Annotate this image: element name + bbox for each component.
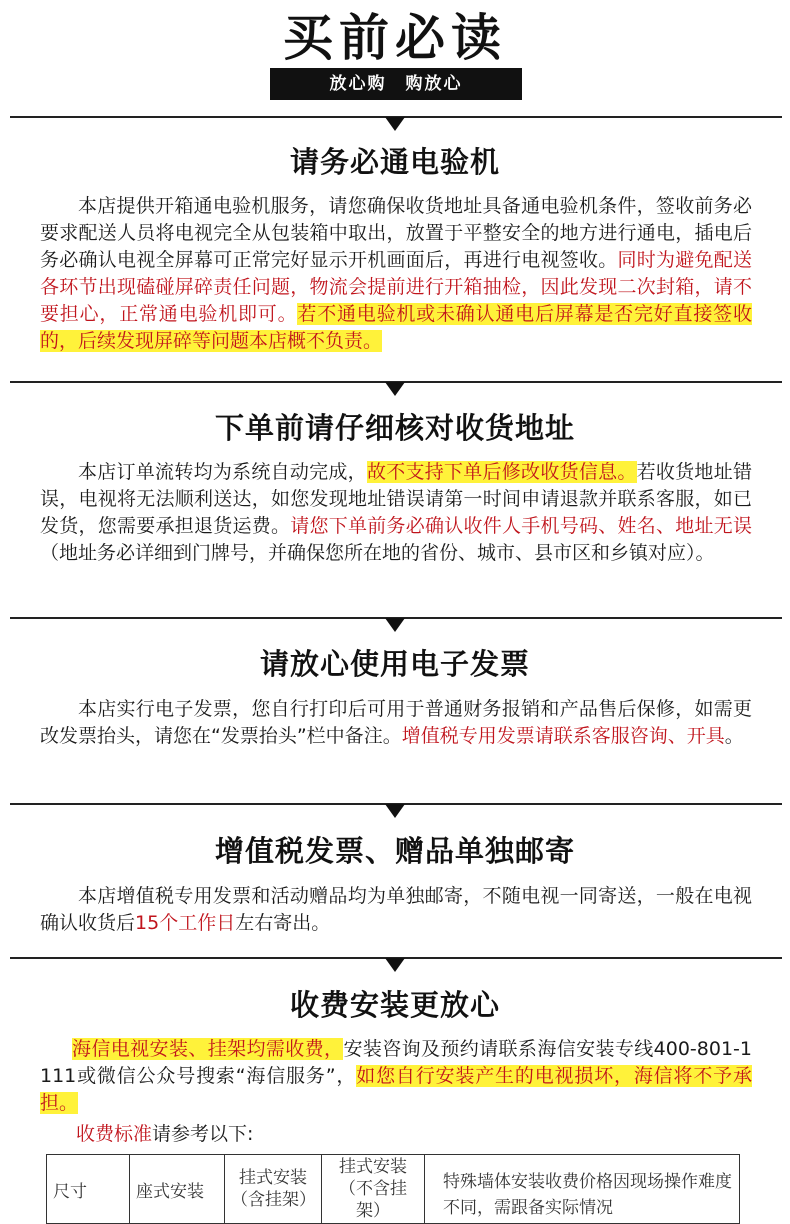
section-text-vat-mail [40,883,752,937]
page-title: 买前必读 [283,9,507,67]
section-heading-einvoice: 请放心使用电子发票 [259,647,530,681]
red-text: 请您下单前务必确认收件人手机号码、姓名、地址无误 [290,515,752,537]
slogan-banner: 放心购 购放心 [270,68,522,100]
red-text: 15个工作日 [135,912,236,934]
section-heading-address: 下单前请仔细核对收货地址 [214,411,575,445]
text: 左右寄出。 [235,912,331,934]
red-text: 收费标准 [76,1123,153,1145]
text: 挂式安装 [239,1168,307,1188]
table-header-special: 特殊墙体安装收费价格因现场操作难度不同，需跟备实际情况 [425,1155,740,1224]
table-header-size: 尺寸 [47,1155,130,1224]
text: （地址务必详细到门牌号，并确保您所在地的省份、城市、县市区和乡镇对应）。 [40,542,715,564]
table-header-seat: 座式安装 [130,1155,225,1224]
text: 。 [724,725,744,747]
down-arrow-icon [385,618,405,632]
highlight-text: 故不支持下单后修改收货信息。 [366,461,637,483]
text: 请参考以下: [152,1123,254,1145]
down-arrow-icon [385,958,405,972]
highlight-text: 海信电视安装、挂架均需收费， [72,1038,344,1060]
section-heading-installation: 收费安装更放心 [289,988,500,1022]
text: 挂式安装 [339,1157,407,1177]
down-arrow-icon [385,804,405,818]
down-arrow-icon [385,117,405,131]
section-text-einvoice [40,696,752,750]
red-text: 同时为避免配送各环节出现磕碰屏碎责任问题，物流会提前进行开箱抽检，因此发现二次封箱，请不要担心，正常通电验机即可。 [40,249,752,325]
text: 本店订单流转均为系统自动完成， [78,461,367,483]
down-arrow-icon [385,382,405,396]
text: 安装咨询及预约请联系海信安装专线400-801-1111或微信公众号搜索“海信服务”， [40,1038,752,1087]
section-heading-vat-mail: 增值税发票、赠品单独邮寄 [214,834,575,868]
text: 本店实行电子发票，您自行打印后可用于普通财务报销和产品售后保修，如需更改发票抬头，请您在“发票抬头”栏中备注。 [40,698,752,747]
text: （不含挂架） [339,1179,407,1221]
section-text-installation [40,1036,752,1117]
pricing-table [46,1154,740,1224]
red-text: 增值税专用发票请联系客服咨询、开具 [401,725,725,747]
section-text-inspection [40,193,752,355]
table-header-hang-without [322,1155,425,1224]
text: 本店提供开箱通电验机服务，请您确保收货地址具备通电验机条件，签收前务必要求配送人员将电视完全从包装箱中取出，放置于平整安全的地方进行通电，插电后务必确认电视全屏幕可正常完好显示开机画面后，再进行电视签收。 [40,195,752,271]
table-row [47,1155,740,1224]
text: 本店增值税专用发票和活动赠品均为单独邮寄，不随电视一同寄送，一般在电视确认收货后 [40,885,752,934]
text: 若收货地址错误，电视将无法顺利送达，如您发现地址错误请第一时间申请退款并联系客服，如已发货，您需要承担退货运费。 [40,461,752,537]
highlight-text: 若不通电验机或未确认通电后屏幕是否完好直接签收的，后续发现屏碎等问题本店概不负责。 [40,303,752,352]
section-heading-inspection: 请务必通电验机 [289,145,500,179]
text: （含挂架） [231,1190,316,1210]
table-header-hang-with [225,1155,322,1224]
section-text-address [40,459,752,567]
pricing-label [76,1121,253,1148]
highlight-text: 如您自行安装产生的电视损坏，海信将不予承担。 [40,1065,752,1114]
